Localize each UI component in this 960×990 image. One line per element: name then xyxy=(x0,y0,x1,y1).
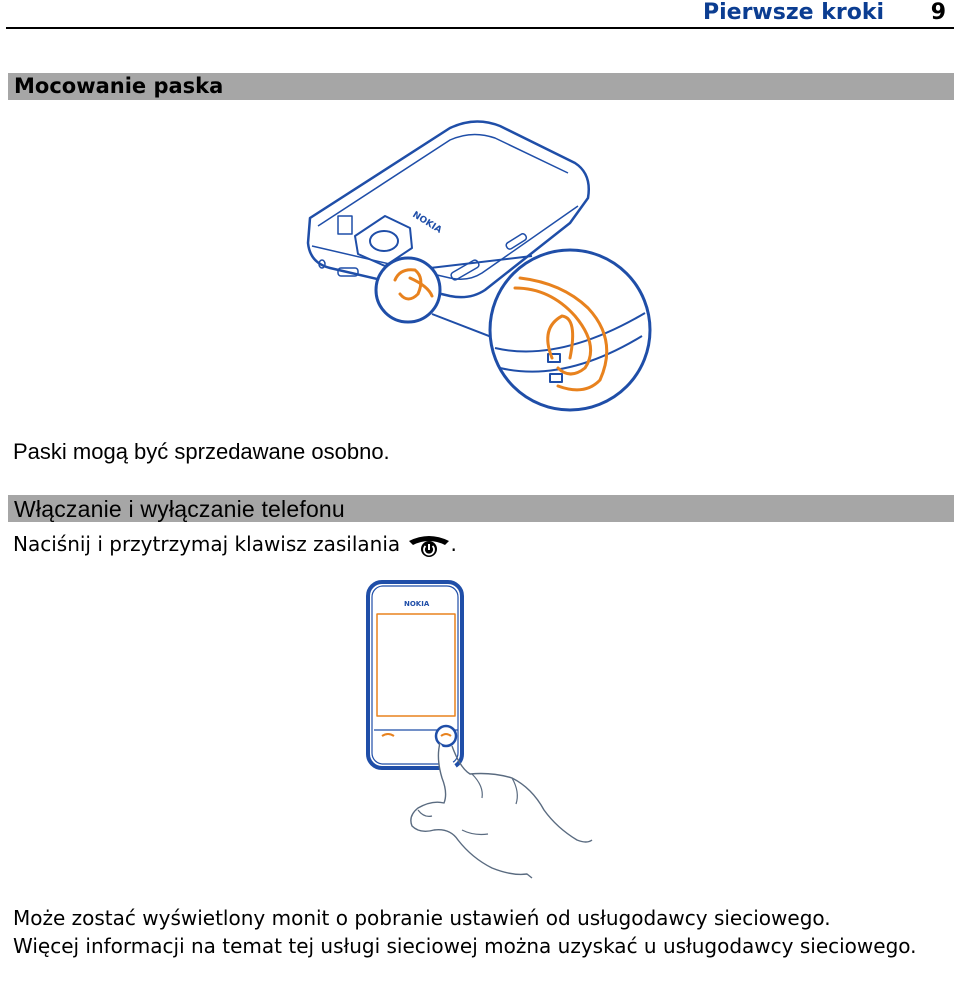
settings-info-paragraph xyxy=(13,904,953,960)
section-heading-text: Włączanie i wyłączanie telefonu xyxy=(14,496,345,522)
power-instruction-end: . xyxy=(450,532,457,556)
nokia-logo-back: NOKIA xyxy=(410,210,444,236)
chapter-title: Pierwsze kroki xyxy=(702,0,884,25)
section-heading-power xyxy=(8,495,954,522)
paragraph-line: Więcej informacji na temat tej usługi sieciowej można uzyskać u usługodawcy sieciowego. xyxy=(13,934,917,958)
strap-note: Paski mogą być sprzedawane osobno. xyxy=(13,439,390,464)
power-key-illustration xyxy=(362,578,602,880)
section-heading-strap xyxy=(8,73,954,100)
strap-illustration xyxy=(300,118,660,418)
power-key-icon xyxy=(407,533,451,559)
page-header xyxy=(6,0,954,29)
page-number: 9 xyxy=(930,0,946,25)
nokia-logo-front: NOKIA xyxy=(404,600,430,608)
power-instruction xyxy=(13,530,457,559)
power-instruction-text: Naciśnij i przytrzymaj klawisz zasilania xyxy=(13,532,401,556)
paragraph-line: Może zostać wyświetlony monit o pobranie ustawień od usługodawcy sieciowego. xyxy=(13,906,831,930)
section-heading-text: Mocowanie paska xyxy=(14,74,224,98)
